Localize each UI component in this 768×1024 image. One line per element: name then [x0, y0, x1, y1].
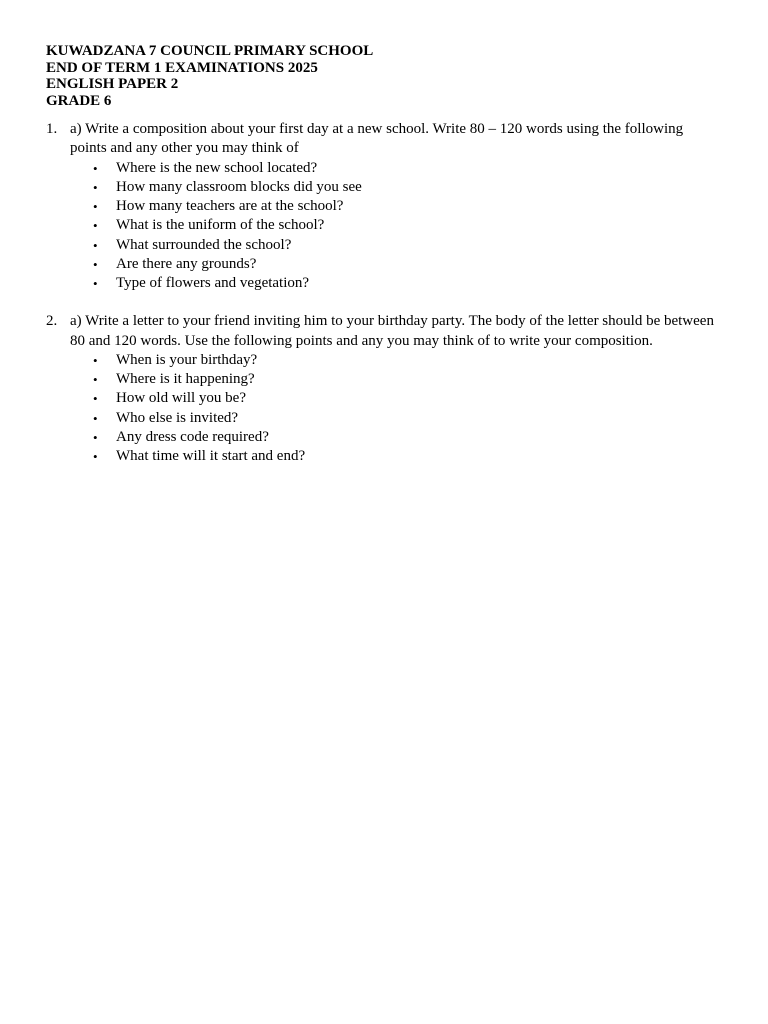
list-item: • When is your birthday?: [70, 351, 716, 370]
paper-title: ENGLISH PAPER 2: [46, 76, 179, 92]
question-text: a) Write a composition about your first day at a new school. Write 80 – 120 words using the following points and any other you may think of: [70, 121, 684, 157]
bullet-icon: •: [93, 410, 98, 426]
bullet-icon: •: [93, 391, 98, 407]
bullet-icon: •: [93, 218, 98, 234]
list-item: • What surrounded the school?: [70, 236, 716, 255]
question-points: [70, 159, 716, 293]
list-item: • How many classroom blocks did you see: [70, 178, 716, 197]
bullet-icon: •: [93, 256, 98, 272]
list-item: • How old will you be?: [70, 389, 716, 408]
bullet-icon: •: [93, 276, 98, 292]
exam-header: [46, 43, 716, 109]
bullet-icon: •: [93, 237, 98, 253]
bullet-icon: •: [93, 180, 98, 196]
list-item: • How many teachers are at the school?: [70, 197, 716, 216]
bullet-icon: •: [93, 353, 98, 369]
question-number: 1.: [46, 121, 58, 137]
bullet-icon: •: [93, 199, 98, 215]
bullet-icon: •: [93, 449, 98, 465]
bullet-icon: •: [93, 372, 98, 388]
list-item: • Where is it happening?: [70, 370, 716, 389]
list-item: • Are there any grounds?: [70, 255, 716, 274]
question-2: [46, 312, 716, 466]
question-list: [46, 120, 716, 466]
list-item: • Who else is invited?: [70, 409, 716, 428]
school-name: KUWADZANA 7 COUNCIL PRIMARY SCHOOL: [46, 43, 374, 59]
question-points: [70, 351, 716, 466]
bullet-icon: •: [93, 160, 98, 176]
question-1: [46, 120, 716, 293]
list-item: • Type of flowers and vegetation?: [70, 274, 716, 293]
bullet-icon: •: [93, 429, 98, 445]
question-number: 2.: [46, 313, 58, 330]
exam-page: [46, 43, 716, 466]
list-item: • Where is the new school located?: [70, 159, 716, 178]
list-item: • Any dress code required?: [70, 428, 716, 447]
grade-label: GRADE 6: [46, 92, 112, 109]
list-item: • What time will it start and end?: [70, 447, 716, 466]
question-text: a) Write a letter to your friend inviting him to your birthday party. The body of the letter should be between 80 and 120 words. Use the following points and any you may think of to write your composition.: [70, 313, 714, 349]
list-item: • What is the uniform of the school?: [70, 216, 716, 235]
exam-title: END OF TERM 1 EXAMINATIONS 2025: [46, 59, 318, 76]
